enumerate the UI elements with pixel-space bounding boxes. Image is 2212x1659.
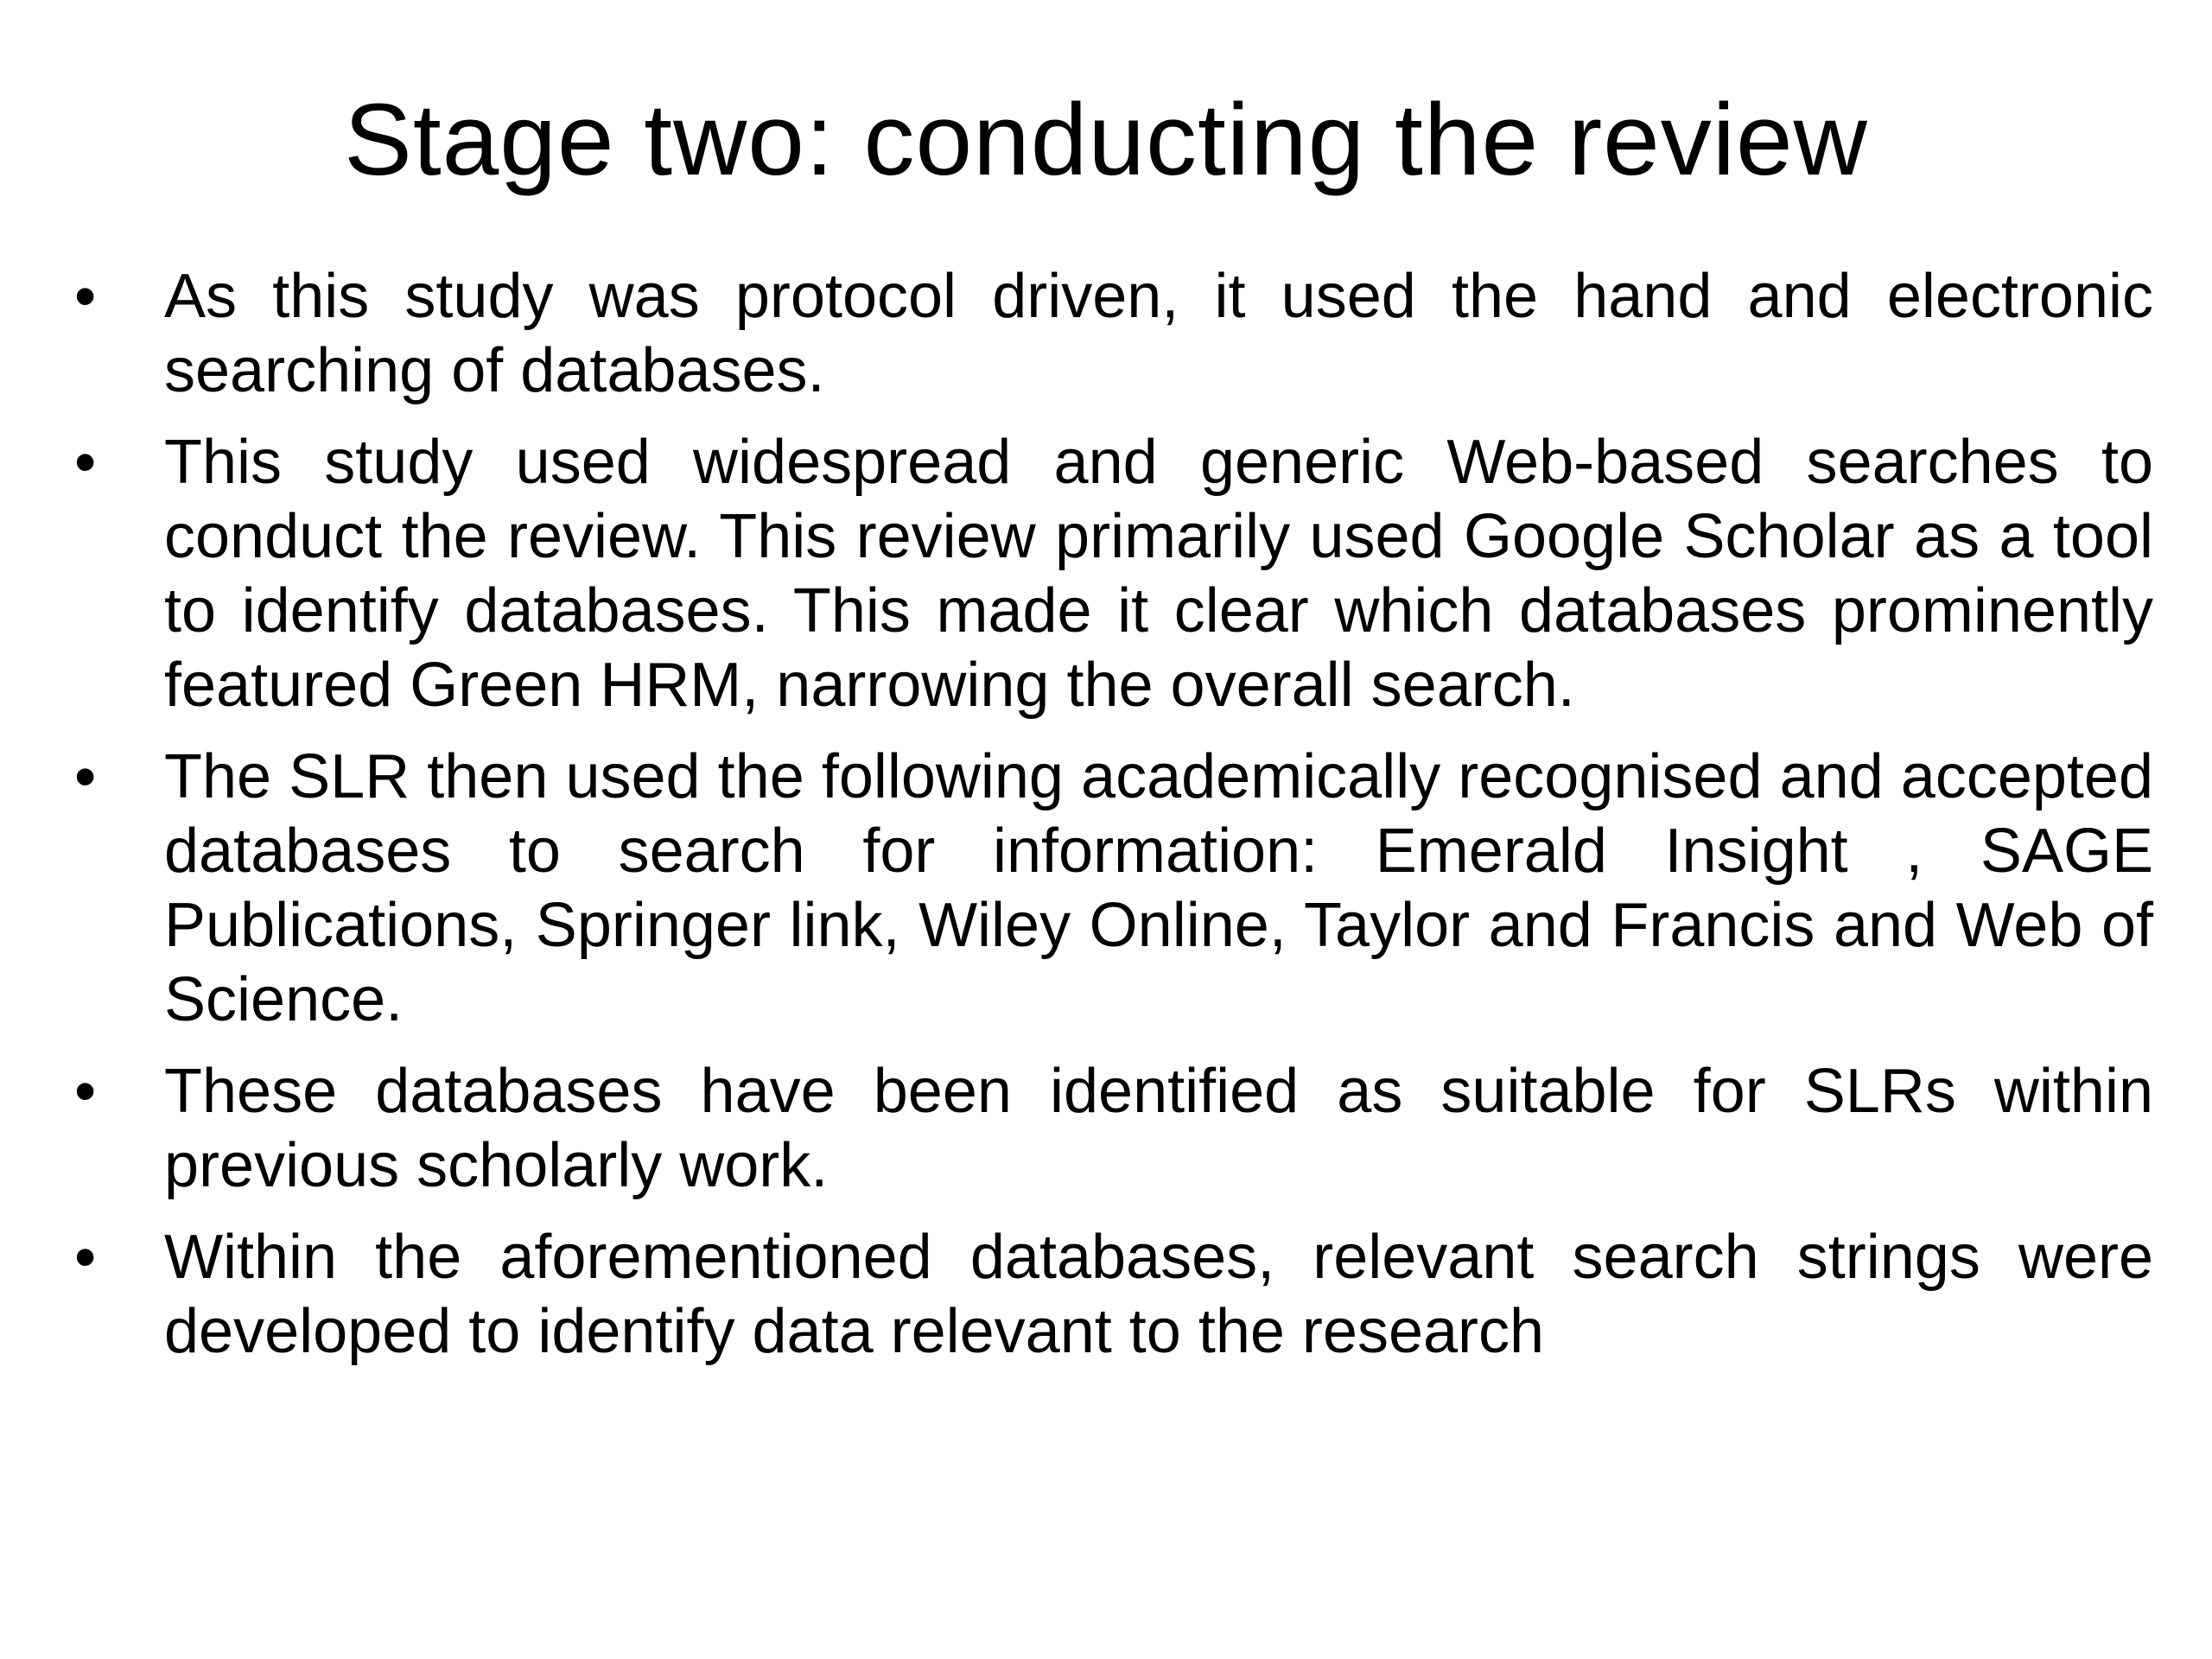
bullet-text: This study used widespread and generic Web-based searches to conduct the review. This review primarily used Google Scholar as a tool to identify databases. This made it clear which databases prominently featured Green HRM, narrowing the overall search. bbox=[164, 428, 2153, 720]
bullet-text: Within the aforementioned databases, relevant search strings were developed to identify data relevant to the research bbox=[164, 1223, 2153, 1366]
bullet-icon: • bbox=[74, 1223, 97, 1292]
slide-title: Stage two: conducting the review bbox=[344, 83, 1868, 197]
bullet-item bbox=[74, 425, 2153, 722]
bullet-text: The SLR then used the following academically recognised and accepted databases to search for information: Emerald Insight , SAGE Publications, Springer link, Wiley Online, Taylor and Francis and Web of Science. bbox=[164, 742, 2153, 1034]
bullet-item bbox=[74, 259, 2153, 408]
bullet-item bbox=[74, 1220, 2153, 1369]
bullet-item bbox=[74, 1054, 2153, 1203]
bullet-item bbox=[74, 740, 2153, 1037]
bullet-icon: • bbox=[74, 262, 97, 331]
bullet-text: These databases have been identified as suitable for SLRs within previous scholarly work. bbox=[164, 1057, 2153, 1200]
bullet-icon: • bbox=[74, 428, 97, 497]
bullet-text: As this study was protocol driven, it used the hand and electronic searching of databases. bbox=[164, 262, 2153, 405]
bullet-icon: • bbox=[74, 1057, 97, 1126]
bullet-list bbox=[74, 259, 2153, 1386]
bullet-icon: • bbox=[74, 742, 97, 811]
